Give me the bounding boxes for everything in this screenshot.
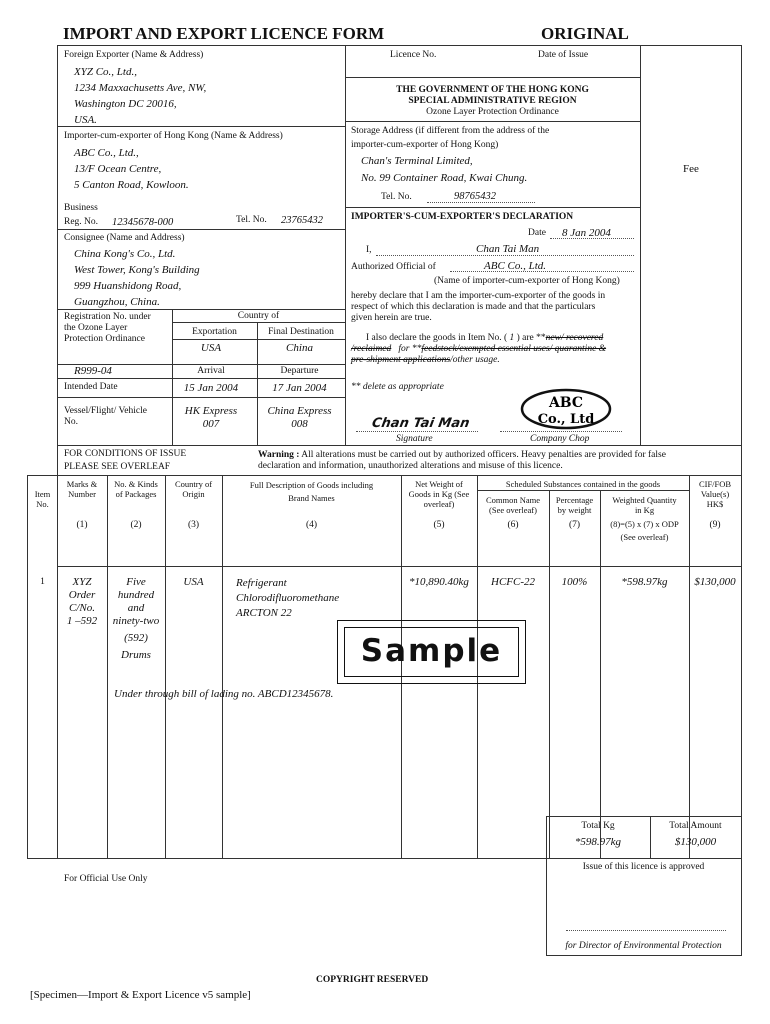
storage-tel-value: 98765432 xyxy=(454,191,496,202)
registration-label-2: the Ozone Layer xyxy=(64,323,128,333)
importer-line-1: ABC Co., Ltd., xyxy=(74,147,139,159)
consignee-line-4: Guangzhou, China. xyxy=(74,296,160,308)
declaration-para-2: respect of which this declaration is made and that the particulars xyxy=(351,302,596,312)
storage-label-2: importer-cum-exporter of Hong Kong) xyxy=(351,140,499,150)
declarant-company: ABC Co., Ltd. xyxy=(484,260,547,272)
percentage-header: Percentage by weight xyxy=(555,495,594,515)
exporter-line-2: 1234 Maxxachusetts Ave, NW, xyxy=(74,82,207,94)
scheduled-substances-header: Scheduled Substances contained in the goods xyxy=(505,479,661,489)
importer-tel-label: Tel. No. xyxy=(236,215,267,225)
item-no-header: Item No. xyxy=(34,489,51,509)
arrival-date-value: 15 Jan 2004 xyxy=(183,382,239,394)
consignee-line-1: China Kong's Co., Ltd. xyxy=(74,248,176,260)
registration-label-3: Protection Ordinance xyxy=(64,334,145,344)
col-num-3: (3) xyxy=(187,520,200,530)
row-percentage: 100% xyxy=(561,576,588,588)
also-declare-line-2: /reclaimed for **feedstock/exempted essential uses/ quarantine & xyxy=(351,344,607,354)
storage-tel-label: Tel. No. xyxy=(381,192,412,202)
description-header: Full Description of Goods including Brand Names xyxy=(249,480,374,503)
departure-label: Departure xyxy=(280,366,319,376)
bill-of-lading: Under through bill of lading no. ABCD12345678. xyxy=(114,688,334,700)
total-kg-value: *598.97kg xyxy=(574,836,622,848)
gov-line-3: Ozone Layer Protection Ordinance xyxy=(426,107,559,117)
common-name-header: Common Name (See overleaf) xyxy=(485,495,541,515)
origin-header: Country of Origin xyxy=(174,479,213,499)
reg-no-value: 12345678-000 xyxy=(112,217,174,228)
marks-header: Marks & Number xyxy=(66,479,98,499)
row-weighted-quantity: *598.97kg xyxy=(621,576,668,588)
registration-value: R999-04 xyxy=(74,365,112,377)
country-of-label: Country of xyxy=(237,311,280,321)
row-origin: USA xyxy=(183,576,204,588)
total-amount-value: $130,000 xyxy=(674,836,717,848)
storage-line-1: Chan's Terminal Limited, xyxy=(361,155,473,167)
official-use-label: For Official Use Only xyxy=(64,874,148,884)
col-num-4: (4) xyxy=(305,520,318,530)
declaration-date-value: 8 Jan 2004 xyxy=(562,227,611,239)
departure-date-value: 17 Jan 2004 xyxy=(272,382,327,394)
form-title: IMPORT AND EXPORT LICENCE FORM xyxy=(63,24,385,43)
company-chop-stamp xyxy=(518,387,614,431)
exporter-line-1: XYZ Co., Ltd., xyxy=(74,66,137,78)
consignee-line-2: West Tower, Kong's Building xyxy=(74,264,200,276)
original-label: ORIGINAL xyxy=(541,24,629,43)
col-num-1: (1) xyxy=(76,520,88,530)
row-description: Refrigerant Chlorodifluoromethane ARCTON 22 xyxy=(236,577,340,619)
consignee-line-3: 999 Huanshidong Road, xyxy=(74,280,182,292)
declarant-name: Chan Tai Man xyxy=(476,243,540,255)
licence-no-label: Licence No. xyxy=(390,50,437,60)
row-item-no: 1 xyxy=(40,577,45,587)
also-declare-line-3: pre-shipment applications/other usage. xyxy=(351,355,500,365)
exportation-value: USA xyxy=(200,342,222,354)
total-kg-label: Total Kg xyxy=(581,821,615,831)
col-num-6: (6) xyxy=(507,520,519,530)
importer-tel-value: 23765432 xyxy=(281,215,323,226)
packages-header: No. & Kinds of Packages xyxy=(114,479,158,499)
director-label: for Director of Environmental Protection xyxy=(565,941,722,951)
declaration-date-label: Date xyxy=(528,228,546,238)
vessel-label-2: No. xyxy=(64,417,78,427)
total-amount-label: Total Amount xyxy=(669,821,722,831)
row-value: $130,000 xyxy=(694,576,736,588)
col-num-5: (5) xyxy=(433,520,445,530)
conditions-line-2: PLEASE SEE OVERLEAF xyxy=(64,462,171,472)
warning-line-1: Warning : All alterations must be carried out by authorized officers. Heavy penalties are provided for false xyxy=(258,450,666,460)
gov-line-2: SPECIAL ADMINISTRATIVE REGION xyxy=(408,96,577,106)
delete-note: ** delete as appropriate xyxy=(351,382,444,392)
authorized-official-label: Authorized Official of xyxy=(351,262,436,272)
date-of-issue-label: Date of Issue xyxy=(538,50,589,60)
cif-fob-header: CIF/FOB Value(s) HK$ xyxy=(698,479,732,509)
intended-date-label: Intended Date xyxy=(64,382,118,392)
svg-text:Co., Ltd: Co., Ltd xyxy=(537,412,595,427)
declaration-i-label: I, xyxy=(366,245,372,255)
business-label: Business xyxy=(64,203,98,213)
importer-line-2: 13/F Ocean Centre, xyxy=(74,163,162,175)
formula-note: (See overleaf) xyxy=(620,532,669,542)
copyright-label: COPYRIGHT RESERVED xyxy=(316,975,429,985)
importer-label: Importer-cum-exporter of Hong Kong (Name & Address) xyxy=(64,131,283,141)
gov-line-1: THE GOVERNMENT OF THE HONG KONG xyxy=(396,85,589,95)
declaration-para-3: given herein are true. xyxy=(351,313,432,323)
svg-text:ABC: ABC xyxy=(548,395,584,411)
reg-no-label: Reg. No. xyxy=(64,217,99,227)
fee-label: Fee xyxy=(683,163,699,175)
signature-label: Signature xyxy=(396,434,433,444)
declaration-para-1: hereby declare that I am the importer-cum-exporter of the goods in xyxy=(351,291,606,301)
sample-watermark: Sample xyxy=(360,633,503,669)
exporter-label: Foreign Exporter (Name & Address) xyxy=(64,50,204,60)
specimen-label: [Specimen—Import & Export Licence v5 sample] xyxy=(30,989,251,1001)
row-net-weight: *10,890.40kg xyxy=(409,576,469,588)
exporter-line-4: USA. xyxy=(74,114,97,126)
arrival-vessel-1: HK Express xyxy=(184,405,238,417)
row-common-name: HCFC-22 xyxy=(491,576,535,588)
importer-line-3: 5 Canton Road, Kowloon. xyxy=(74,179,189,191)
row-packages: Five hundred and ninety-two (592) Drums xyxy=(112,576,160,661)
vessel-label-1: Vessel/Flight/ Vehicle xyxy=(64,406,147,416)
exporter-line-3: Washington DC 20016, xyxy=(74,98,177,110)
company-chop-label: Company Chop xyxy=(530,434,590,444)
storage-label-1: Storage Address (if different from the address of the xyxy=(351,126,550,136)
consignee-label: Consignee (Name and Address) xyxy=(64,233,185,243)
signature: Chan Tai Man xyxy=(370,416,471,431)
net-weight-header: Net Weight of Goods in Kg (See overleaf) xyxy=(408,479,470,509)
row-marks: XYZ Order C/No. 1 –592 xyxy=(66,576,98,627)
departure-vessel-1: China Express xyxy=(267,405,332,417)
declaration-title: IMPORTER'S-CUM-EXPORTER'S DECLARATION xyxy=(351,212,574,222)
storage-line-2: No. 99 Container Road, Kwai Chung. xyxy=(361,172,528,184)
arrival-label: Arrival xyxy=(197,366,225,376)
registration-label-1: Registration No. under xyxy=(64,312,151,322)
conditions-line-1: FOR CONDITIONS OF ISSUE xyxy=(64,449,187,459)
col-num-9: (9) xyxy=(709,520,721,530)
final-destination-value: China xyxy=(286,342,313,354)
arrival-vessel-2: 007 xyxy=(202,418,220,430)
sample-box xyxy=(337,620,526,684)
issue-approved-label: Issue of this licence is approved xyxy=(582,862,705,872)
weighted-quantity-header: Weighted Quantity in Kg xyxy=(612,495,677,515)
col-num-2: (2) xyxy=(130,520,142,530)
warning-line-2: declaration and information, unauthorized alterations and misuse of this licence. xyxy=(258,461,563,471)
exportation-label: Exportation xyxy=(192,327,237,337)
col-num-8: (8)=(5) x (7) x ODP xyxy=(610,519,679,529)
also-declare-line-1: I also declare the goods in Item No. ( 1 ) are **new/ recovered xyxy=(366,333,604,343)
departure-vessel-2: 008 xyxy=(291,418,308,430)
final-destination-label: Final Destination xyxy=(268,327,334,337)
declaration-name-note: (Name of importer-cum-exporter of Hong Kong) xyxy=(434,276,620,286)
col-num-7: (7) xyxy=(568,520,581,530)
